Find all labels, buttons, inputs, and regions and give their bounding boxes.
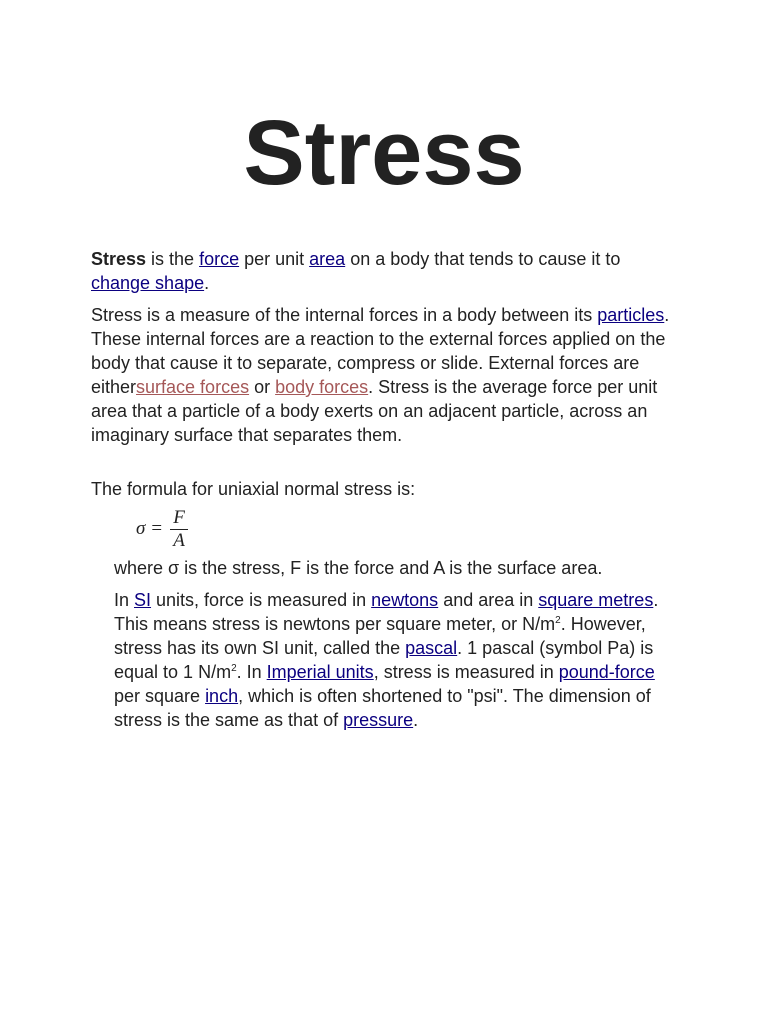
link-change-shape[interactable]: change shape: [91, 273, 205, 293]
text-run: . Stress is the average force per unit area that a particle of a body exerts on an adjacent particle, across an imaginary surface that separates them.: [91, 377, 658, 445]
text-run: or: [249, 377, 276, 397]
link-imperial-units[interactable]: Imperial units: [266, 662, 374, 682]
text-run: Stress is a measure of the internal forces in a body between its: [91, 305, 598, 325]
text-run: .: [413, 710, 419, 730]
text-run: and area in: [438, 590, 539, 610]
formula-fraction: [170, 507, 188, 552]
formula-denominator: A: [173, 529, 185, 551]
superscript-2: 2: [555, 615, 561, 626]
text-run: In: [114, 590, 135, 610]
text-run: per unit: [239, 249, 310, 269]
text-run: units, force is measured in: [151, 590, 372, 610]
link-pascal[interactable]: pascal: [405, 638, 458, 658]
text-run: , which is often shortened to "psi". The dimension of stress is the same as that of: [114, 686, 651, 730]
formula-equals: =: [151, 518, 163, 539]
text-run: . In: [236, 662, 267, 682]
link-particles[interactable]: particles: [597, 305, 665, 325]
paragraph-units: [114, 588, 680, 732]
text-run: . However, stress has its own SI unit, called the: [114, 614, 646, 658]
link-si[interactable]: SI: [134, 590, 152, 610]
link-inch[interactable]: inch: [205, 686, 239, 706]
link-force[interactable]: force: [199, 249, 240, 269]
paragraph-definition: [91, 247, 681, 295]
link-square-metres[interactable]: square metres: [538, 590, 654, 610]
superscript-2: 2: [231, 663, 237, 674]
link-surface-forces[interactable]: surface forces: [136, 377, 250, 397]
link-newtons[interactable]: newtons: [371, 590, 439, 610]
text-run: . These internal forces are a reaction to the external forces applied on the body that cause it to separate, compress or slide. External forces are either: [91, 305, 670, 397]
text-run: per square: [114, 686, 206, 706]
text-run: on a body that tends to cause it to: [345, 249, 621, 269]
text-run: is the: [146, 249, 200, 269]
paragraph-formula-intro: The formula for uniaxial normal stress is:: [91, 479, 416, 499]
link-body-forces[interactable]: body forces: [275, 377, 369, 397]
text-run: . This means stress is newtons per square meter, or N/m: [114, 590, 659, 634]
link-pressure[interactable]: pressure: [343, 710, 414, 730]
paragraph-internal-forces: [91, 303, 681, 447]
text-run: .: [204, 273, 210, 293]
link-area[interactable]: area: [309, 249, 346, 269]
bold-term-stress: Stress: [91, 249, 147, 269]
formula-numerator: F: [173, 506, 185, 528]
link-pound-force[interactable]: pound-force: [558, 662, 655, 682]
text-run: , stress is measured in: [373, 662, 559, 682]
paragraph-formula-explanation: where σ is the stress, F is the force and A is the surface area.: [114, 558, 603, 578]
stress-formula: [136, 503, 188, 555]
formula-sigma: σ: [136, 518, 146, 539]
text-run: . 1 pascal (symbol Pa) is equal to 1 N/m: [114, 638, 654, 682]
page-title: Stress: [243, 102, 525, 204]
